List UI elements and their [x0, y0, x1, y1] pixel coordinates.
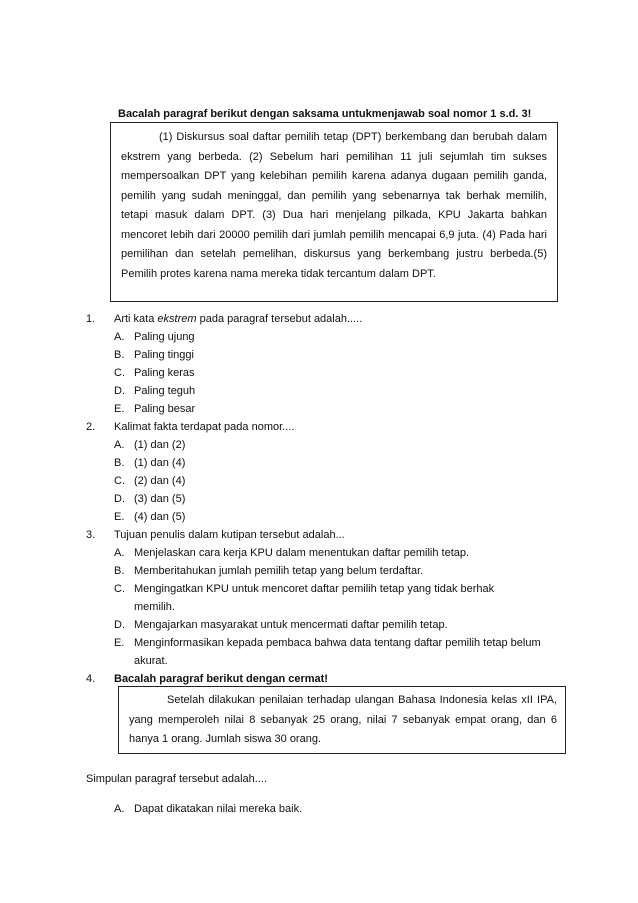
question-number: 2. [86, 421, 96, 433]
reading-instruction: Bacalah paragraf berikut dengan saksama untukmenjawab soal nomor 1 s.d. 3! [118, 108, 532, 120]
question-1 [86, 310, 566, 418]
question-stem: Bacalah paragraf berikut dengan cermat! [114, 673, 328, 685]
option-d[interactable]: D. Mengajarkan masyarakat untuk mencermati daftar pemilih tetap. [114, 619, 448, 631]
options-list [86, 328, 566, 418]
option-e[interactable]: E. (4) dan (5) [114, 511, 186, 523]
option-d[interactable]: D. (3) dan (5) [114, 493, 186, 505]
option-c[interactable]: C. (2) dan (4) [114, 475, 186, 487]
question-stem: Arti kata ekstrem pada paragraf tersebut adalah..... [114, 313, 363, 325]
passage-box-1 [110, 122, 558, 302]
option-c[interactable]: C. Paling keras [114, 367, 195, 379]
passage-text-1: (1) Diskursus soal daftar pemilih tetap (DPT) berkembang dan berubah dalam ekstrem yang berbeda. (2) Sebelum hari pemilihan 11 juli sejumlah tim sukses mempersoalkan DPT yang kelebihan pemilih karena adanya dugaan pemilih ganda, pemilih yang sudah meninggal, dan pemilih yang sebenarnya tak berhak memilih, tetapi masuk dalam DPT. (3) Dua hari menjelang pilkada, KPU Jakarta bahkan mencoret lebih dari 20000 pemilih dari jumlah pemilih mencapai 6,9 juta. (4) Pada hari pemilihan dan setelah pemelihan, diskursus yang berkembang justru berbeda.(5) Pemilih protes karena nama mereka tidak tercantum dalam DPT. [121, 131, 547, 280]
emphasized-word: ekstrem [157, 313, 197, 325]
option-a[interactable]: A. Paling ujung [114, 331, 195, 343]
option-b[interactable]: B. Paling tinggi [114, 349, 194, 361]
question-number: 1. [86, 313, 96, 325]
option-text: Dapat dikatakan nilai mereka baik. [134, 803, 303, 815]
question-2 [86, 418, 566, 526]
options-list [86, 436, 566, 526]
option-d[interactable]: D. Paling teguh [114, 385, 196, 397]
question-stem: Kalimat fakta terdapat pada nomor.... [114, 421, 295, 433]
option-a[interactable]: A. Menjelaskan cara kerja KPU dalam menentukan daftar pemilih tetap. [114, 547, 470, 559]
option-e[interactable]: E. Paling besar [114, 403, 196, 415]
option-b[interactable]: B. Memberitahukan jumlah pemilih tetap yang belum terdaftar. [114, 565, 424, 577]
option-letter: A. [114, 803, 125, 815]
passage-box-2 [118, 686, 566, 754]
question-number: 3. [86, 529, 96, 541]
option-a[interactable] [114, 800, 302, 818]
option-e[interactable]: E. Menginformasikan kepada pembaca bahwa data tentang daftar pemilih tetap belum akurat. [114, 637, 541, 667]
option-c[interactable]: C. Mengingatkan KPU untuk mencoret daftar pemilih tetap yang tidak berhak memilih. [114, 583, 495, 613]
question-3 [86, 526, 566, 670]
passage-text-2: Setelah dilakukan penilaian terhadap ulangan Bahasa Indonesia kelas xII IPA, yang memperoleh nilai 8 sebanyak 25 orang, nilai 7 sebanyak empat orang, dan 6 hanya 1 orang. Jumlah siswa 30 orang. [129, 694, 557, 745]
option-a[interactable]: A. (1) dan (2) [114, 439, 186, 451]
options-list [86, 544, 566, 670]
option-b[interactable]: B. (1) dan (4) [114, 457, 186, 469]
question-number: 4. [86, 673, 96, 685]
question-stem: Tujuan penulis dalam kutipan tersebut adalah... [114, 529, 345, 541]
conclusion-question-stem: Simpulan paragraf tersebut adalah.... [86, 773, 268, 785]
